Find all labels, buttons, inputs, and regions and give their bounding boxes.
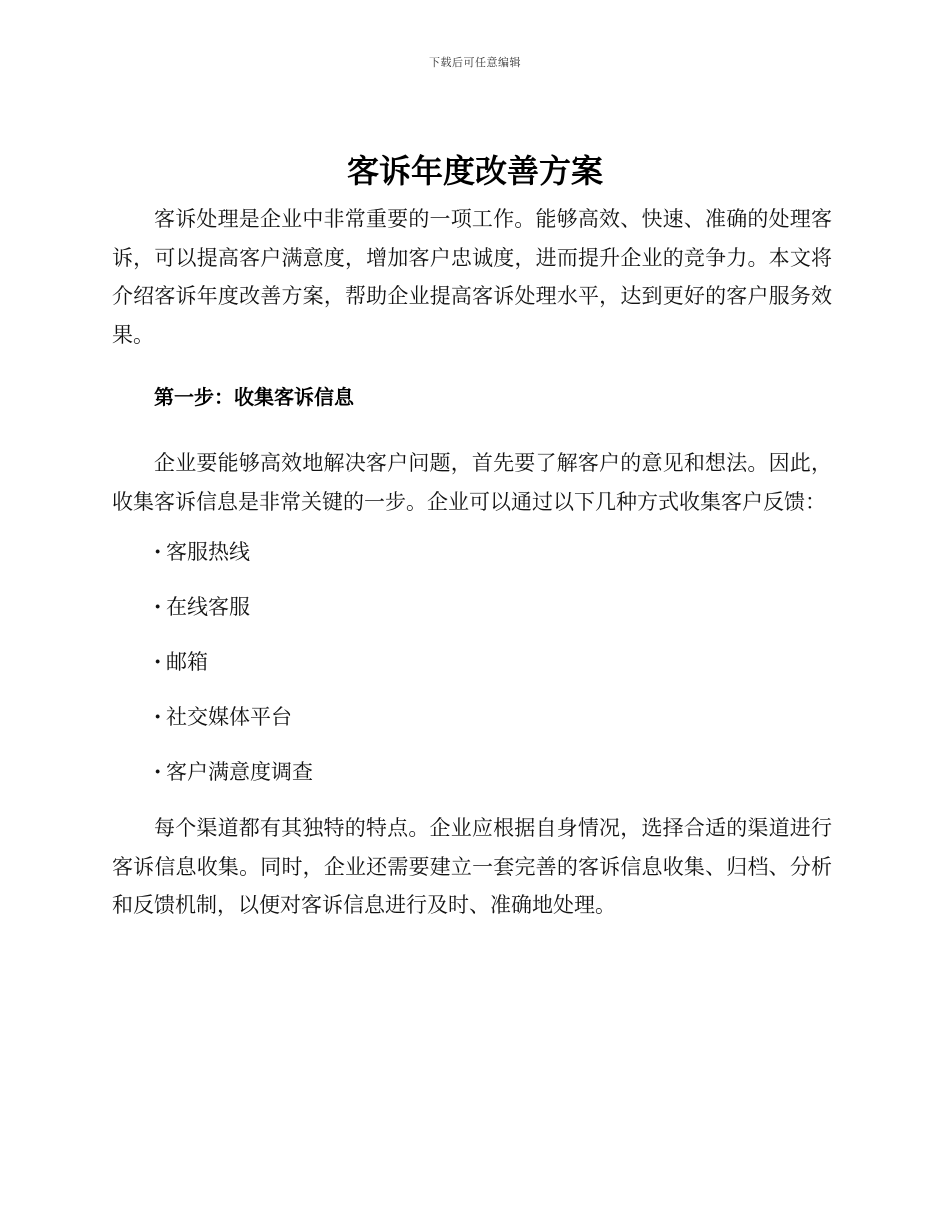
- bullet-icon: ·: [154, 759, 162, 784]
- step1-closing-paragraph: 每个渠道都有其独特的特点。企业应根据自身情况，选择合适的渠道进行客诉信息收集。同时，企业还需要建立一套完善的客诉信息收集、归档、分析和反馈机制，以便对客诉信息进行及时、准确地处理。: [112, 816, 832, 917]
- bullet-icon: ·: [154, 539, 162, 564]
- list-item: [154, 592, 832, 622]
- channel-label: 社交媒体平台: [166, 705, 292, 729]
- intro-paragraph: 客诉处理是企业中非常重要的一项工作。能够高效、快速、准确的处理客诉，可以提高客户满意度，增加客户忠诚度，进而提升企业的竞争力。本文将介绍客诉年度改善方案，帮助企业提高客诉处理水平，达到更好的客户服务效果。: [112, 207, 832, 347]
- list-item: [154, 537, 832, 567]
- document-body: [112, 200, 832, 925]
- step1-heading: 第一步：收集客诉信息: [154, 385, 354, 409]
- list-item: [154, 647, 832, 677]
- list-item: [154, 702, 832, 732]
- list-item: [154, 757, 832, 787]
- bullet-icon: ·: [154, 704, 162, 729]
- step1-paragraph: 企业要能够高效地解决客户问题，首先要了解客户的意见和想法。因此，收集客诉信息是非常关键的一步。企业可以通过以下几种方式收集客户反馈：: [112, 451, 832, 514]
- channel-label: 客户满意度调查: [166, 760, 313, 784]
- bullet-icon: ·: [154, 594, 162, 619]
- channel-label: 客服热线: [166, 540, 250, 564]
- bullet-icon: ·: [154, 649, 162, 674]
- channel-label: 在线客服: [166, 595, 250, 619]
- channel-list: [112, 537, 832, 787]
- document-title: 客诉年度改善方案: [346, 152, 603, 190]
- channel-label: 邮箱: [166, 650, 208, 674]
- header-note: 下载后可任意编辑: [429, 56, 521, 69]
